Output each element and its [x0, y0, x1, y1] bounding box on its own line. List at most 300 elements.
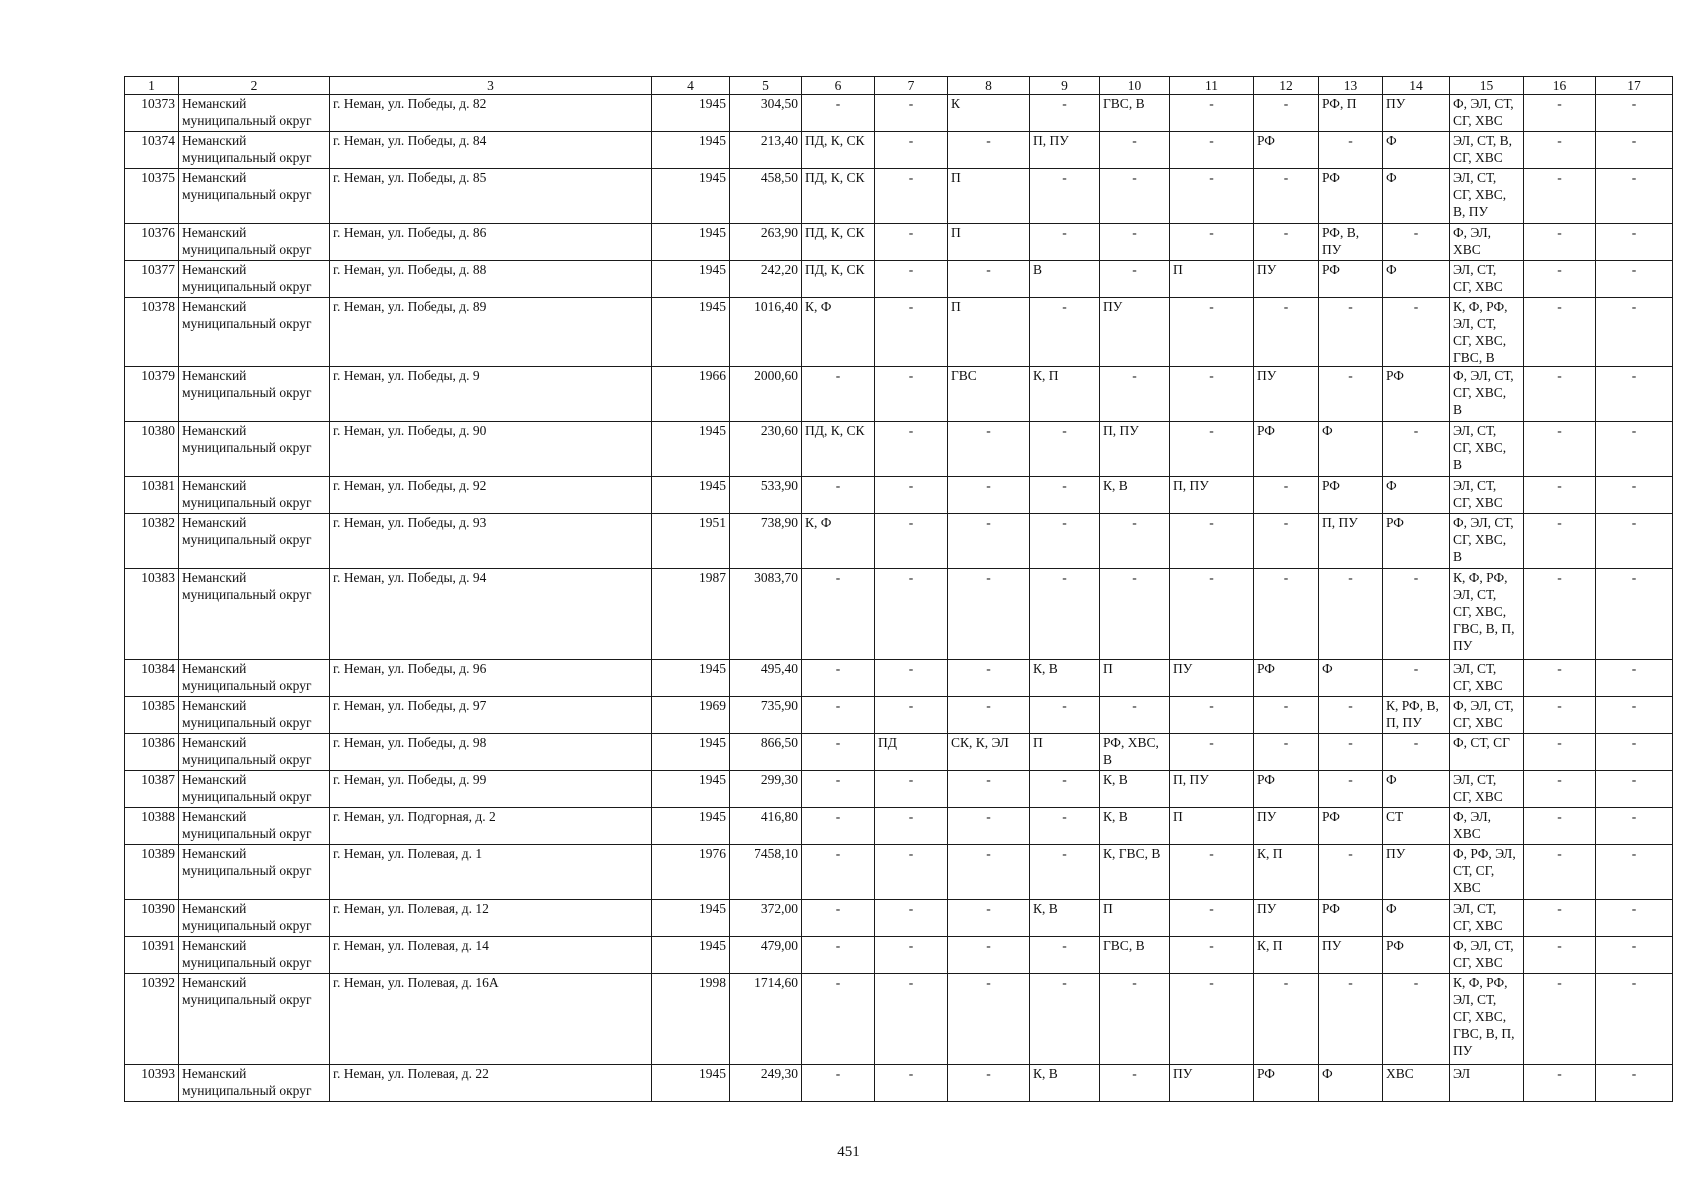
table-row [125, 808, 1673, 845]
table-cell-col-16: - [1524, 900, 1596, 937]
header-cell-3: 3 [330, 77, 652, 95]
table-cell-col-11: - [1170, 734, 1254, 771]
table-cell-col-7: - [875, 132, 948, 169]
table-cell-col-1: 10376 [125, 224, 179, 261]
table-cell-col-2: Неманский муниципальный округ [179, 298, 330, 367]
table-cell-col-1: 10373 [125, 95, 179, 132]
table-cell-col-14: Ф [1383, 132, 1450, 169]
table-cell-col-7: - [875, 514, 948, 569]
table-cell-col-13: РФ, В, ПУ [1319, 224, 1383, 261]
table-cell-col-5: 458,50 [730, 169, 802, 224]
table-cell-col-12: К, П [1254, 845, 1319, 900]
table-cell-col-9: - [1030, 697, 1100, 734]
table-cell-col-5: 735,90 [730, 697, 802, 734]
table-row [125, 477, 1673, 514]
table-cell-col-3: г. Неман, ул. Полевая, д. 1 [330, 845, 652, 900]
table-cell-col-12: - [1254, 569, 1319, 660]
table-cell-col-10: П [1100, 900, 1170, 937]
table-cell-col-10: - [1100, 697, 1170, 734]
table-cell-col-1: 10374 [125, 132, 179, 169]
table-cell-col-12: - [1254, 974, 1319, 1065]
table-cell-col-9: К, В [1030, 660, 1100, 697]
table-row [125, 900, 1673, 937]
table-cell-col-1: 10391 [125, 937, 179, 974]
header-cell-4: 4 [652, 77, 730, 95]
table-cell-col-17: - [1596, 808, 1673, 845]
table-cell-col-5: 416,80 [730, 808, 802, 845]
table-cell-col-16: - [1524, 697, 1596, 734]
table-cell-col-9: - [1030, 771, 1100, 808]
table-cell-col-1: 10389 [125, 845, 179, 900]
table-cell-col-9: - [1030, 974, 1100, 1065]
table-cell-col-6: - [802, 477, 875, 514]
table-cell-col-14: СТ [1383, 808, 1450, 845]
header-row [125, 77, 1673, 95]
table-cell-col-17: - [1596, 569, 1673, 660]
table-cell-col-14: Ф [1383, 261, 1450, 298]
table-cell-col-17: - [1596, 900, 1673, 937]
table-cell-col-14: Ф [1383, 900, 1450, 937]
table-cell-col-2: Неманский муниципальный округ [179, 734, 330, 771]
table-cell-col-8: - [948, 974, 1030, 1065]
table-cell-col-3: г. Неман, ул. Победы, д. 92 [330, 477, 652, 514]
table-row [125, 1065, 1673, 1102]
table-cell-col-2: Неманский муниципальный округ [179, 569, 330, 660]
table-cell-col-13: - [1319, 974, 1383, 1065]
table-cell-col-1: 10383 [125, 569, 179, 660]
table-cell-col-7: - [875, 900, 948, 937]
table-cell-col-1: 10387 [125, 771, 179, 808]
table-cell-col-5: 213,40 [730, 132, 802, 169]
table-cell-col-17: - [1596, 224, 1673, 261]
table-cell-col-15: ЭЛ, СТ, СГ, ХВС [1450, 771, 1524, 808]
table-cell-col-7: - [875, 1065, 948, 1102]
table-cell-col-15: ЭЛ, СТ, СГ, ХВС, В [1450, 422, 1524, 477]
table-cell-col-15: Ф, ЭЛ, СТ, СГ, ХВС [1450, 95, 1524, 132]
header-cell-2: 2 [179, 77, 330, 95]
table-cell-col-6: - [802, 937, 875, 974]
table-cell-col-3: г. Неман, ул. Победы, д. 9 [330, 367, 652, 422]
table-cell-col-14: Ф [1383, 169, 1450, 224]
table-cell-col-13: - [1319, 132, 1383, 169]
table-cell-col-12: К, П [1254, 937, 1319, 974]
table-cell-col-13: РФ, П [1319, 95, 1383, 132]
table-cell-col-10: РФ, ХВС, В [1100, 734, 1170, 771]
table-cell-col-10: ПУ [1100, 298, 1170, 367]
table-cell-col-5: 738,90 [730, 514, 802, 569]
table-cell-col-13: - [1319, 771, 1383, 808]
table-cell-col-9: - [1030, 95, 1100, 132]
table-cell-col-2: Неманский муниципальный округ [179, 477, 330, 514]
table-cell-col-5: 866,50 [730, 734, 802, 771]
table-cell-col-4: 1945 [652, 95, 730, 132]
table-row [125, 422, 1673, 477]
table-cell-col-12: РФ [1254, 132, 1319, 169]
table-cell-col-13: П, ПУ [1319, 514, 1383, 569]
table-cell-col-12: ПУ [1254, 808, 1319, 845]
table-cell-col-7: - [875, 477, 948, 514]
register-table [124, 76, 1673, 1102]
table-cell-col-2: Неманский муниципальный округ [179, 771, 330, 808]
table-cell-col-9: - [1030, 514, 1100, 569]
table-cell-col-14: - [1383, 422, 1450, 477]
table-cell-col-3: г. Неман, ул. Победы, д. 97 [330, 697, 652, 734]
table-cell-col-12: РФ [1254, 1065, 1319, 1102]
table-cell-col-12: ПУ [1254, 900, 1319, 937]
table-cell-col-11: - [1170, 937, 1254, 974]
table-cell-col-7: ПД [875, 734, 948, 771]
table-cell-col-11: П, ПУ [1170, 771, 1254, 808]
table-cell-col-2: Неманский муниципальный округ [179, 261, 330, 298]
table-cell-col-10: - [1100, 224, 1170, 261]
table-row [125, 845, 1673, 900]
table-row [125, 660, 1673, 697]
table-row [125, 974, 1673, 1065]
table-cell-col-10: П, ПУ [1100, 422, 1170, 477]
table-cell-col-8: К [948, 95, 1030, 132]
table-cell-col-5: 7458,10 [730, 845, 802, 900]
table-cell-col-11: - [1170, 697, 1254, 734]
table-row [125, 169, 1673, 224]
table-cell-col-6: - [802, 1065, 875, 1102]
table-cell-col-9: - [1030, 169, 1100, 224]
table-row [125, 697, 1673, 734]
table-cell-col-6: - [802, 808, 875, 845]
table-cell-col-16: - [1524, 937, 1596, 974]
table-cell-col-7: - [875, 169, 948, 224]
table-cell-col-9: - [1030, 937, 1100, 974]
table-cell-col-7: - [875, 937, 948, 974]
table-cell-col-10: К, В [1100, 477, 1170, 514]
table-cell-col-6: К, Ф [802, 298, 875, 367]
table-cell-col-2: Неманский муниципальный округ [179, 697, 330, 734]
table-cell-col-15: Ф, ЭЛ, ХВС [1450, 224, 1524, 261]
table-cell-col-10: - [1100, 569, 1170, 660]
table-cell-col-10: К, В [1100, 808, 1170, 845]
table-cell-col-5: 230,60 [730, 422, 802, 477]
table-cell-col-12: - [1254, 514, 1319, 569]
table-cell-col-11: ПУ [1170, 1065, 1254, 1102]
table-cell-col-17: - [1596, 845, 1673, 900]
table-cell-col-17: - [1596, 937, 1673, 974]
table-cell-col-9: - [1030, 477, 1100, 514]
table-row [125, 261, 1673, 298]
table-cell-col-16: - [1524, 298, 1596, 367]
table-cell-col-3: г. Неман, ул. Победы, д. 98 [330, 734, 652, 771]
table-cell-col-17: - [1596, 132, 1673, 169]
table-cell-col-7: - [875, 261, 948, 298]
table-cell-col-11: - [1170, 569, 1254, 660]
table-cell-col-13: ПУ [1319, 937, 1383, 974]
table-cell-col-14: ПУ [1383, 95, 1450, 132]
table-cell-col-17: - [1596, 697, 1673, 734]
table-cell-col-6: - [802, 367, 875, 422]
table-cell-col-15: ЭЛ, СТ, СГ, ХВС [1450, 660, 1524, 697]
table-cell-col-10: - [1100, 974, 1170, 1065]
table-cell-col-8: П [948, 298, 1030, 367]
table-cell-col-15: Ф, ЭЛ, СТ, СГ, ХВС [1450, 937, 1524, 974]
table-cell-col-7: - [875, 845, 948, 900]
table-cell-col-1: 10392 [125, 974, 179, 1065]
table-cell-col-8: - [948, 261, 1030, 298]
table-cell-col-17: - [1596, 298, 1673, 367]
table-cell-col-7: - [875, 697, 948, 734]
table-cell-col-8: - [948, 422, 1030, 477]
table-cell-col-7: - [875, 224, 948, 261]
table-cell-col-11: - [1170, 298, 1254, 367]
table-cell-col-2: Неманский муниципальный округ [179, 224, 330, 261]
table-cell-col-8: - [948, 1065, 1030, 1102]
table-cell-col-2: Неманский муниципальный округ [179, 95, 330, 132]
table-cell-col-13: - [1319, 298, 1383, 367]
table-cell-col-9: - [1030, 569, 1100, 660]
table-cell-col-15: ЭЛ, СТ, СГ, ХВС [1450, 900, 1524, 937]
table-cell-col-3: г. Неман, ул. Победы, д. 99 [330, 771, 652, 808]
header-cell-15: 15 [1450, 77, 1524, 95]
table-cell-col-9: П, ПУ [1030, 132, 1100, 169]
table-cell-col-4: 1945 [652, 900, 730, 937]
table-cell-col-3: г. Неман, ул. Победы, д. 88 [330, 261, 652, 298]
table-cell-col-9: - [1030, 224, 1100, 261]
table-cell-col-2: Неманский муниципальный округ [179, 900, 330, 937]
header-cell-6: 6 [802, 77, 875, 95]
table-cell-col-6: К, Ф [802, 514, 875, 569]
table-row [125, 367, 1673, 422]
table-cell-col-16: - [1524, 974, 1596, 1065]
table-cell-col-11: ПУ [1170, 660, 1254, 697]
table-cell-col-7: - [875, 771, 948, 808]
table-cell-col-16: - [1524, 808, 1596, 845]
table-cell-col-7: - [875, 660, 948, 697]
table-cell-col-9: П [1030, 734, 1100, 771]
header-cell-7: 7 [875, 77, 948, 95]
table-cell-col-6: - [802, 900, 875, 937]
table-cell-col-7: - [875, 298, 948, 367]
table-cell-col-15: Ф, ЭЛ, СТ, СГ, ХВС [1450, 697, 1524, 734]
table-cell-col-14: ХВС [1383, 1065, 1450, 1102]
table-cell-col-13: Ф [1319, 422, 1383, 477]
table-cell-col-4: 1945 [652, 771, 730, 808]
table-cell-col-12: - [1254, 697, 1319, 734]
table-cell-col-10: - [1100, 169, 1170, 224]
table-cell-col-12: РФ [1254, 660, 1319, 697]
table-cell-col-6: - [802, 771, 875, 808]
table-cell-col-5: 3083,70 [730, 569, 802, 660]
table-cell-col-15: ЭЛ [1450, 1065, 1524, 1102]
table-cell-col-9: В [1030, 261, 1100, 298]
table-cell-col-12: ПУ [1254, 261, 1319, 298]
table-cell-col-14: РФ [1383, 367, 1450, 422]
table-cell-col-1: 10378 [125, 298, 179, 367]
table-cell-col-4: 1951 [652, 514, 730, 569]
table-cell-col-9: К, В [1030, 1065, 1100, 1102]
table-cell-col-9: - [1030, 845, 1100, 900]
table-cell-col-13: РФ [1319, 808, 1383, 845]
header-cell-17: 17 [1596, 77, 1673, 95]
table-cell-col-1: 10388 [125, 808, 179, 845]
table-cell-col-3: г. Неман, ул. Победы, д. 90 [330, 422, 652, 477]
table-cell-col-4: 1945 [652, 132, 730, 169]
table-cell-col-8: - [948, 845, 1030, 900]
table-cell-col-4: 1969 [652, 697, 730, 734]
table-cell-col-8: - [948, 477, 1030, 514]
table-cell-col-4: 1945 [652, 422, 730, 477]
table-cell-col-9: К, В [1030, 900, 1100, 937]
table-cell-col-12: - [1254, 224, 1319, 261]
table-cell-col-5: 1016,40 [730, 298, 802, 367]
table-cell-col-6: - [802, 845, 875, 900]
table-cell-col-6: - [802, 95, 875, 132]
table-cell-col-13: Ф [1319, 1065, 1383, 1102]
table-cell-col-15: ЭЛ, СТ, СГ, ХВС [1450, 477, 1524, 514]
table-cell-col-2: Неманский муниципальный округ [179, 1065, 330, 1102]
table-cell-col-7: - [875, 808, 948, 845]
table-cell-col-1: 10393 [125, 1065, 179, 1102]
table-cell-col-2: Неманский муниципальный округ [179, 514, 330, 569]
table-cell-col-6: ПД, К, СК [802, 224, 875, 261]
table-cell-col-13: РФ [1319, 477, 1383, 514]
table-cell-col-15: Ф, ЭЛ, ХВС [1450, 808, 1524, 845]
table-row [125, 95, 1673, 132]
table-cell-col-2: Неманский муниципальный округ [179, 660, 330, 697]
table-cell-col-4: 1945 [652, 261, 730, 298]
table-cell-col-8: СК, К, ЭЛ [948, 734, 1030, 771]
table-cell-col-2: Неманский муниципальный округ [179, 367, 330, 422]
table-cell-col-17: - [1596, 261, 1673, 298]
table-cell-col-10: - [1100, 514, 1170, 569]
table-cell-col-4: 1945 [652, 224, 730, 261]
table-cell-col-11: - [1170, 422, 1254, 477]
table-cell-col-6: - [802, 569, 875, 660]
table-cell-col-12: - [1254, 95, 1319, 132]
table-cell-col-4: 1976 [652, 845, 730, 900]
table-row [125, 734, 1673, 771]
table-cell-col-14: Ф [1383, 477, 1450, 514]
table-cell-col-15: К, Ф, РФ, ЭЛ, СТ, СГ, ХВС, ГВС, В, П, ПУ [1450, 974, 1524, 1065]
table-cell-col-6: ПД, К, СК [802, 422, 875, 477]
table-cell-col-10: К, В [1100, 771, 1170, 808]
table-cell-col-16: - [1524, 514, 1596, 569]
table-cell-col-4: 1945 [652, 169, 730, 224]
table-cell-col-16: - [1524, 845, 1596, 900]
table-cell-col-6: ПД, К, СК [802, 132, 875, 169]
table-cell-col-11: - [1170, 224, 1254, 261]
table-cell-col-11: П, ПУ [1170, 477, 1254, 514]
table-cell-col-8: - [948, 132, 1030, 169]
table-row [125, 132, 1673, 169]
table-cell-col-13: - [1319, 569, 1383, 660]
table-cell-col-14: - [1383, 660, 1450, 697]
table-cell-col-13: Ф [1319, 660, 1383, 697]
table-cell-col-6: - [802, 734, 875, 771]
table-cell-col-9: - [1030, 808, 1100, 845]
table-cell-col-1: 10377 [125, 261, 179, 298]
table-cell-col-6: - [802, 660, 875, 697]
table-cell-col-16: - [1524, 734, 1596, 771]
table-cell-col-14: - [1383, 298, 1450, 367]
table-cell-col-15: К, Ф, РФ, ЭЛ, СТ, СГ, ХВС, ГВС, В [1450, 298, 1524, 367]
table-cell-col-8: - [948, 660, 1030, 697]
table-cell-col-4: 1945 [652, 808, 730, 845]
table-cell-col-7: - [875, 367, 948, 422]
table-cell-col-8: - [948, 569, 1030, 660]
table-cell-col-11: - [1170, 169, 1254, 224]
table-cell-col-13: РФ [1319, 900, 1383, 937]
table-cell-col-15: ЭЛ, СТ, СГ, ХВС [1450, 261, 1524, 298]
table-cell-col-6: ПД, К, СК [802, 261, 875, 298]
table-cell-col-3: г. Неман, ул. Победы, д. 84 [330, 132, 652, 169]
table-cell-col-6: - [802, 697, 875, 734]
table-cell-col-17: - [1596, 1065, 1673, 1102]
table-cell-col-4: 1966 [652, 367, 730, 422]
table-cell-col-8: - [948, 808, 1030, 845]
table-cell-col-12: - [1254, 734, 1319, 771]
table-row [125, 298, 1673, 367]
header-cell-14: 14 [1383, 77, 1450, 95]
table-cell-col-9: К, П [1030, 367, 1100, 422]
table-cell-col-12: - [1254, 298, 1319, 367]
table-cell-col-17: - [1596, 477, 1673, 514]
table-cell-col-17: - [1596, 514, 1673, 569]
table-cell-col-10: ГВС, В [1100, 95, 1170, 132]
table-cell-col-8: - [948, 697, 1030, 734]
table-cell-col-15: Ф, ЭЛ, СТ, СГ, ХВС, В [1450, 367, 1524, 422]
table-cell-col-15: К, Ф, РФ, ЭЛ, СТ, СГ, ХВС, ГВС, В, П, ПУ [1450, 569, 1524, 660]
table-cell-col-17: - [1596, 660, 1673, 697]
table-cell-col-7: - [875, 974, 948, 1065]
table-cell-col-12: ПУ [1254, 367, 1319, 422]
table-cell-col-16: - [1524, 569, 1596, 660]
table-cell-col-1: 10379 [125, 367, 179, 422]
table-cell-col-14: - [1383, 734, 1450, 771]
table-cell-col-4: 1998 [652, 974, 730, 1065]
table-cell-col-5: 304,50 [730, 95, 802, 132]
table-cell-col-10: - [1100, 261, 1170, 298]
table-cell-col-11: - [1170, 514, 1254, 569]
table-cell-col-3: г. Неман, ул. Полевая, д. 12 [330, 900, 652, 937]
table-row [125, 569, 1673, 660]
table-cell-col-13: - [1319, 697, 1383, 734]
table-cell-col-4: 1945 [652, 660, 730, 697]
table-cell-col-3: г. Неман, ул. Полевая, д. 16А [330, 974, 652, 1065]
table-cell-col-5: 242,20 [730, 261, 802, 298]
table-cell-col-2: Неманский муниципальный округ [179, 937, 330, 974]
table-cell-col-13: - [1319, 367, 1383, 422]
table-cell-col-17: - [1596, 169, 1673, 224]
table-cell-col-11: - [1170, 132, 1254, 169]
table-cell-col-12: - [1254, 477, 1319, 514]
table-cell-col-7: - [875, 95, 948, 132]
table-cell-col-16: - [1524, 422, 1596, 477]
table-cell-col-5: 372,00 [730, 900, 802, 937]
table-cell-col-12: РФ [1254, 422, 1319, 477]
table-cell-col-11: - [1170, 845, 1254, 900]
table-cell-col-1: 10385 [125, 697, 179, 734]
table-cell-col-13: РФ [1319, 261, 1383, 298]
table-row [125, 937, 1673, 974]
table-cell-col-4: 1945 [652, 937, 730, 974]
table-cell-col-1: 10382 [125, 514, 179, 569]
table-cell-col-2: Неманский муниципальный округ [179, 808, 330, 845]
table-cell-col-4: 1945 [652, 477, 730, 514]
table-cell-col-6: ПД, К, СК [802, 169, 875, 224]
table-cell-col-2: Неманский муниципальный округ [179, 169, 330, 224]
table-cell-col-13: РФ [1319, 169, 1383, 224]
table-cell-col-17: - [1596, 422, 1673, 477]
header-cell-16: 16 [1524, 77, 1596, 95]
header-cell-1: 1 [125, 77, 179, 95]
table-cell-col-3: г. Неман, ул. Победы, д. 94 [330, 569, 652, 660]
